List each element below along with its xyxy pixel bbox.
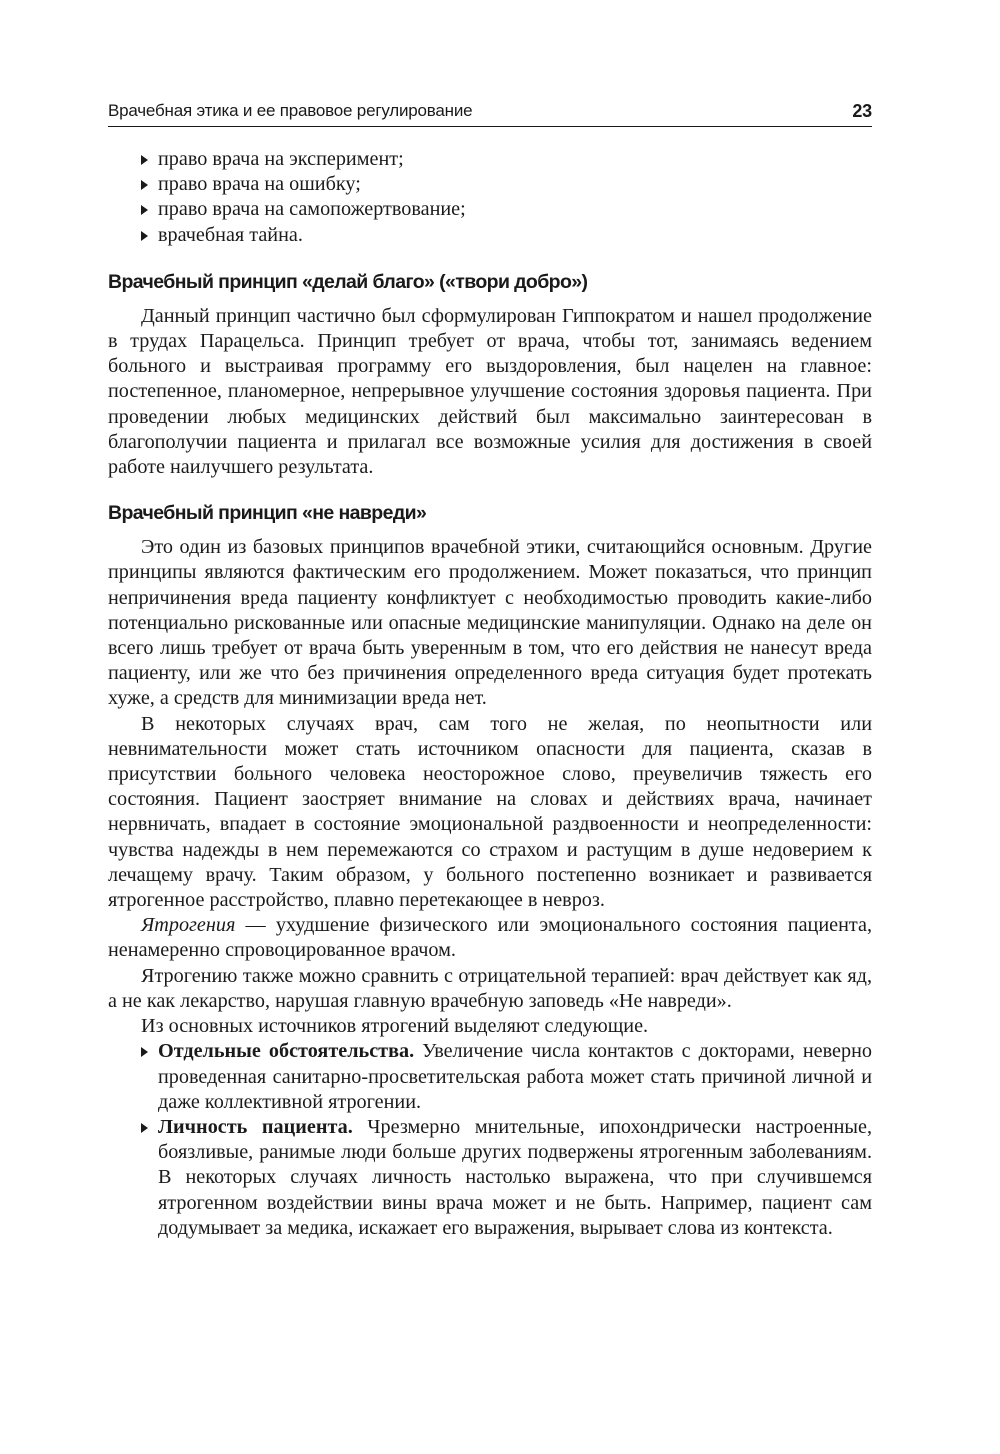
section-do-good-body bbox=[108, 304, 872, 480]
paragraph: В некоторых случаях врач, сам того не желая, по неопытности или невнимательности может стать источником опасности для пациента, сказав в присутствии больного человека неосторожное слово, преувеличив тяжесть его состояния. Пациент заостряет внимание на словах и действиях врача, начинает нервничать, впадает в состояние эмоциональной раздвоенности и неопределенности: чувства надежды в нем перемежаются со страхом и растущим в душе недоверием к лечащему врачу. Таким образом, у больного постепенно возникает и развивается ятрогенное расстройство, плавно перетекающее в невроз. bbox=[108, 712, 872, 912]
page-body bbox=[108, 147, 872, 1241]
source-term: Отдельные обстоятельства. bbox=[158, 1040, 415, 1063]
intro-bullet-list bbox=[108, 147, 872, 248]
paragraph: Данный принцип частично был сформулирован Гиппократом и нашел продолжение в трудах Парацельса. Принцип требует от врача, чтобы тот, занимаясь ведением больного и выстраивая программу его выздоровления, был нацелен на главное: постепенное, планомерное, непрерывное улучшение состояния здоровья пациента. При проведении любых медицинских действий был максимально заинтересован в благополучии пациента и прилагал все возможные усилия для достижения в своей работе наилучшего результата. bbox=[108, 304, 872, 479]
section-heading-do-good: Врачебный принцип «делай благо» («твори добро») bbox=[108, 270, 588, 293]
paragraph: Это один из базовых принципов врачебной этики, считающийся основным. Другие принципы являются фактическим его продолжением. Может показаться, что принцип непричинения вреда пациенту конфликтует с необходимостью проводить какие-либо потенциально рискованные или опасные медицинские манипуляции. Однако на деле он всего лишь требует от врача быть уверенным в том, что его действия не нанесут вреда пациенту, или же что без причинения определенного вреда ситуация будет протекать хуже, а средств для минимизации вреда нет. bbox=[108, 536, 872, 710]
paragraph: Из основных источников ятрогений выделяют следующие. bbox=[141, 1015, 649, 1038]
running-head-title: Врачебная этика и ее правовое регулирование bbox=[108, 101, 473, 120]
list-item bbox=[108, 1115, 872, 1241]
list-item bbox=[108, 1039, 872, 1115]
definition-text: — ухудшение физического или эмоционального состояния пациента, ненамеренно спровоцированное врачом. bbox=[108, 914, 872, 962]
source-text: Увеличение числа контактов с докторами, неверно проведенная санитарно-просветительская работа может стать причиной личной и даже коллективной ятрогении. bbox=[158, 1040, 872, 1113]
list-item: право врача на эксперимент; bbox=[108, 147, 872, 172]
definition-paragraph bbox=[108, 913, 872, 963]
section-heading-do-no-harm: Врачебный принцип «не навреди» bbox=[108, 502, 427, 525]
list-item: право врача на самопожертвование; bbox=[108, 197, 872, 222]
iatrogeny-sources-list bbox=[108, 1039, 872, 1241]
list-item: врачебная тайна. bbox=[108, 223, 872, 248]
page-number: 23 bbox=[852, 101, 872, 121]
running-head bbox=[108, 100, 872, 127]
definition-term: Ятрогения bbox=[141, 914, 236, 937]
book-page bbox=[108, 100, 872, 1241]
source-text: Чрезмерно мнительные, ипохондрически настроенные, боязливые, ранимые люди больше других подвержены ятрогенным заболеваниям. В некоторых случаях личность настолько выражена, что при случившемся ятрогенном воздействии вины врача может и не быть. Например, пациент сам додумывает за медика, искажает его выражения, вырывает слова из контекста. bbox=[158, 1115, 872, 1239]
list-item: право врача на ошибку; bbox=[108, 172, 872, 197]
paragraph: Ятрогению также можно сравнить с отрицательной терапией: врач действует как яд, а не как лекарство, нарушая главную врачебную заповедь «Не навреди». bbox=[108, 964, 872, 1012]
section-do-no-harm-body bbox=[108, 535, 872, 1241]
source-term: Личность пациента. bbox=[158, 1115, 353, 1138]
